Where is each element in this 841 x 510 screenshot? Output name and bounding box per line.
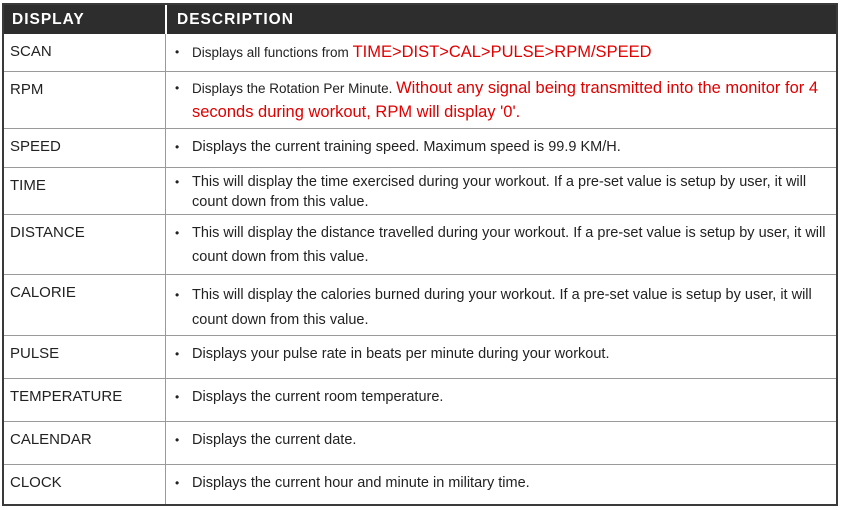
- bullet-icon: •: [175, 45, 180, 59]
- table-row-calorie: [4, 275, 836, 336]
- description-text: Displays the current training speed. Maximum speed is 99.9 KM/H.: [192, 139, 621, 155]
- row-label: SPEED: [10, 138, 61, 155]
- row-description: [175, 430, 835, 451]
- bullet-icon: •: [175, 433, 180, 447]
- row-description: [175, 77, 835, 125]
- row-description: [175, 344, 835, 365]
- row-description: [175, 221, 835, 269]
- row-label: SCAN: [10, 43, 52, 60]
- row-label: CLOCK: [10, 474, 62, 491]
- description-text: Displays all functions from: [192, 45, 353, 60]
- row-description: [175, 473, 835, 494]
- bullet-icon: •: [175, 81, 180, 95]
- table-row-calendar: [4, 422, 836, 465]
- table-row-clock: [4, 465, 836, 504]
- bullet-icon: •: [175, 390, 180, 404]
- row-label: RPM: [10, 81, 44, 98]
- description-text: Displays the current hour and minute in military time.: [192, 475, 530, 491]
- description-text: Displays your pulse rate in beats per minute during your workout.: [192, 346, 610, 362]
- row-label: PULSE: [10, 345, 60, 362]
- header-display: DISPLAY: [12, 11, 85, 28]
- description-text: Displays the current date.: [192, 432, 357, 448]
- bullet-icon: •: [175, 347, 180, 361]
- bullet-icon: •: [175, 226, 180, 240]
- table-row-temperature: [4, 379, 836, 422]
- row-description: [175, 172, 835, 212]
- row-description: [175, 137, 835, 158]
- table-row-pulse: [4, 336, 836, 379]
- description-text: This will display the time exercised during your workout. If a pre-set value is setup by user, it will count down from this value.: [192, 174, 807, 210]
- row-description: [175, 42, 835, 64]
- description-highlight: Without any signal being transmitted into the monitor for 4 seconds during workout, RPM will display '0'.: [192, 79, 818, 121]
- description-text: Displays the Rotation Per Minute.: [192, 81, 397, 96]
- table-row-speed: [4, 129, 836, 168]
- bullet-icon: •: [175, 140, 180, 154]
- display-description-table: [2, 3, 838, 506]
- row-label: CALENDAR: [10, 431, 92, 448]
- bullet-icon: •: [175, 175, 180, 189]
- table-row-time: [4, 168, 836, 215]
- table-header: [4, 5, 836, 34]
- header-separator: [165, 5, 167, 34]
- bullet-icon: •: [175, 476, 180, 490]
- description-text: This will display the distance travelled during your workout. If a pre-set value is setup by user, it will count down from this value.: [192, 225, 826, 265]
- bullet-icon: •: [175, 288, 180, 302]
- row-label: TIME: [10, 177, 46, 194]
- header-description: DESCRIPTION: [177, 11, 294, 28]
- row-label: TEMPERATURE: [10, 388, 123, 405]
- description-highlight: TIME>DIST>CAL>PULSE>RPM/SPEED: [352, 43, 652, 61]
- description-text: Displays the current room temperature.: [192, 389, 444, 405]
- table-row-scan: [4, 34, 836, 72]
- description-text: This will display the calories burned during your workout. If a pre-set value is setup by user, it will count down from this value.: [192, 287, 812, 328]
- table-row-rpm: [4, 72, 836, 129]
- row-label: DISTANCE: [10, 224, 85, 241]
- table-row-distance: [4, 215, 836, 275]
- row-description: [175, 283, 835, 333]
- row-description: [175, 387, 835, 408]
- row-label: CALORIE: [10, 284, 76, 301]
